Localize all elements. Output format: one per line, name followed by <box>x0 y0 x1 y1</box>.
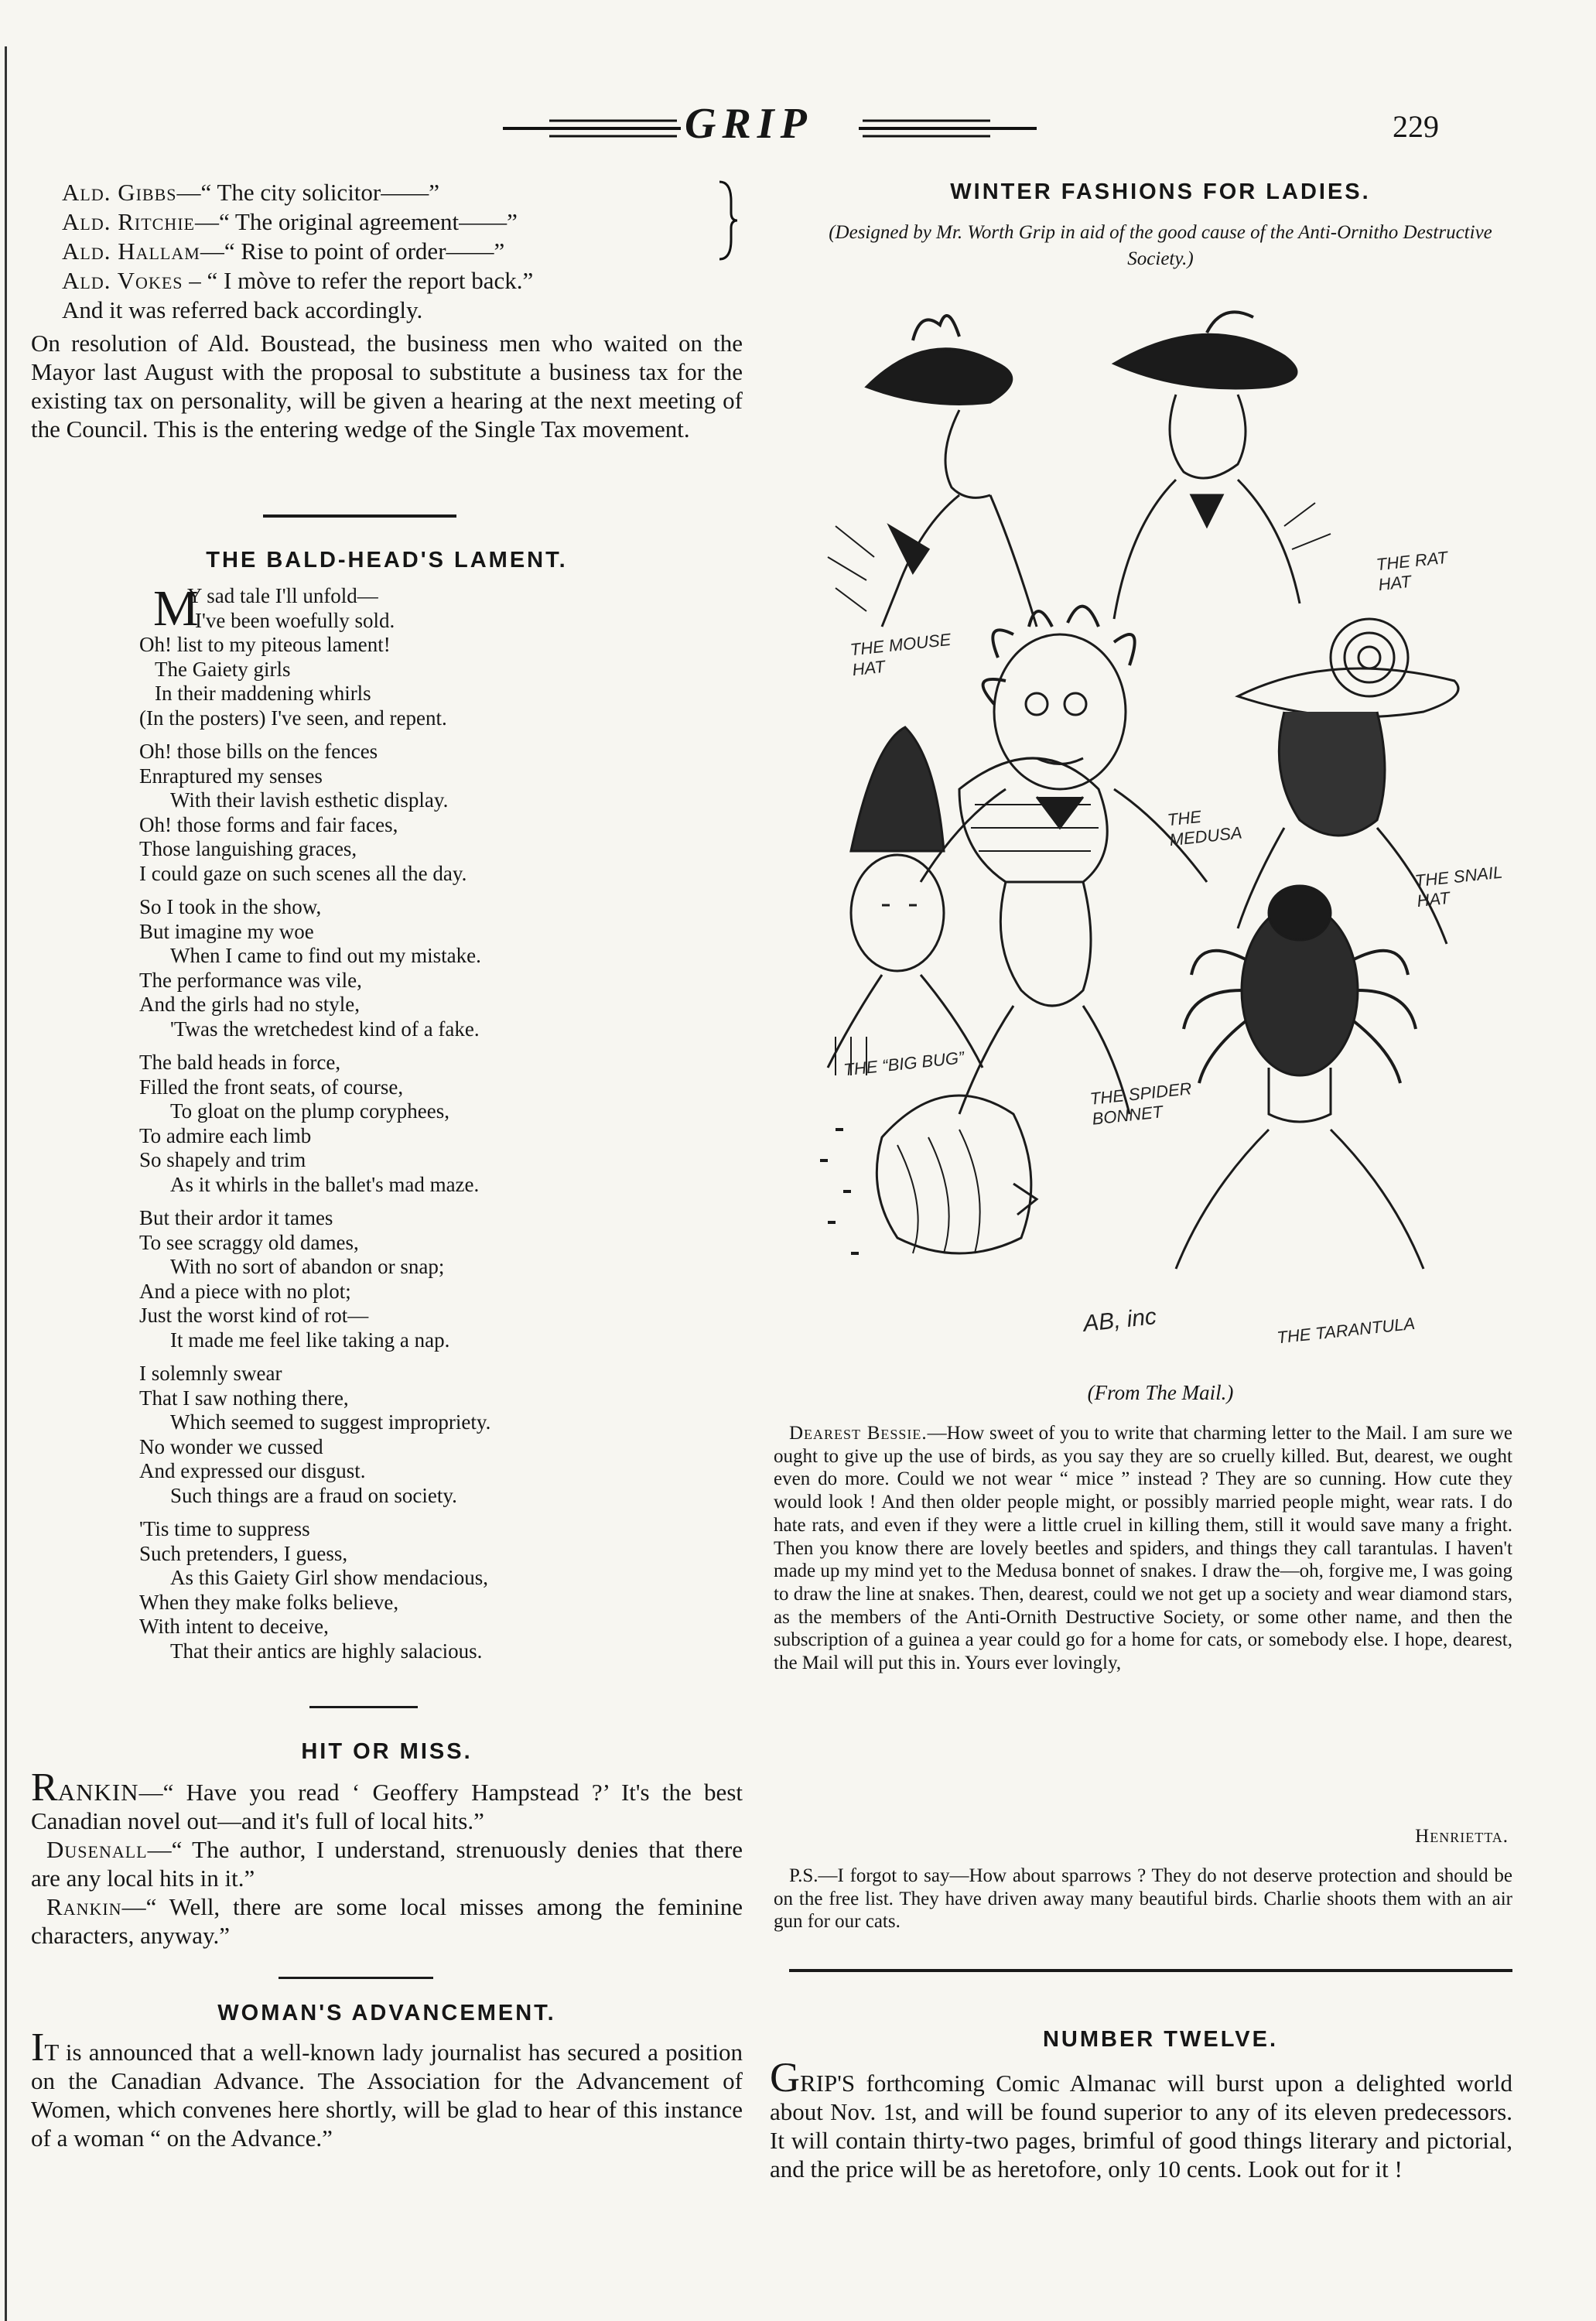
fashion-illustration <box>805 294 1516 1362</box>
hit-or-miss-p3: Rankin—“ Well, there are some local misses among the feminine characters, anyway.” <box>31 1893 743 1949</box>
masthead <box>503 99 1037 153</box>
womans-advancement-dropcap: I <box>31 2025 45 2070</box>
section-divider <box>263 514 456 518</box>
page-number: 229 <box>1393 109 1439 144</box>
hit-or-miss-p2: Dusenall—“ The author, I understand, strenuously denies that there are any local hits in it.” <box>31 1836 743 1892</box>
big-bug-figure <box>828 727 983 1075</box>
masthead-ornament-left <box>503 113 681 144</box>
medusa-figure <box>921 607 1207 882</box>
illustration-credit: (From The Mail.) <box>1087 1381 1234 1404</box>
letter-postscript: P.S.—I forgot to say—How about sparrows ? They do not deserve protection and should be on the free list. They have driven away many beautiful birds. Charlie shoots them with an air gun for our cats. <box>774 1865 1512 1933</box>
stanza: But their ardor it tames To see scraggy old dames, With no sort of abandon or snap; And a piece with no plot; Just the worst kind of rot— It made me feel like taking a nap. <box>139 1206 450 1352</box>
brace-mark <box>716 178 739 263</box>
section-divider <box>309 1706 418 1708</box>
section-divider <box>279 1977 433 1979</box>
hit-or-miss-body <box>31 1766 743 1950</box>
stanza: 'Tis time to suppress Such pretenders, I guess, As this Gaiety Girl show mendacious, When they make folks believe, With intent to deceive, That their antics are highly salacious. <box>139 1517 488 1663</box>
womans-advancement-title: WOMAN'S ADVANCEMENT. <box>217 2001 556 2025</box>
label-rat-hat: THE RAT HAT <box>1375 547 1449 595</box>
label-spider-bonnet: THE SPIDER BONNET <box>1088 1078 1193 1129</box>
page-edge-line <box>5 46 7 2321</box>
rat-hat-figure <box>1114 312 1331 619</box>
stanza: So I took in the show, But imagine my woe When I came to find out my mistake. The performance was vile, And the girls had no style, 'Twas the wretchedest kind of a fake. <box>139 895 481 1041</box>
lament-poem <box>139 580 712 1663</box>
tarantula-figure <box>1176 886 1423 1269</box>
label-medusa: THE MEDUSA <box>1166 806 1243 850</box>
council-paragraph: On resolution of Ald. Boustead, the business men who waited on the Mayor last August with the proposal to substitute a business tax for the existing tax on personality, will be given a hearing at the next meeting of the Council. This is the entering wedge of the Single Tax movement. <box>31 330 743 443</box>
hit-or-miss-p1: RANKIN—“ Have you read ‘ Geoffery Hampstead ?’ It's the best Canadian novel out—and it's full of local hits.” <box>31 1766 743 1834</box>
stanza: The bald heads in force, Filled the front seats, of course, To gloat on the plump coryphees, To admire each limb So shapely and trim As it whirls in the ballet's mad maze. <box>139 1051 480 1196</box>
mouse-hat-figure <box>828 316 1037 627</box>
council-line: Ald. Vokes – “ I mòve to refer the report back.” <box>62 267 534 294</box>
stanza: I solemnly swear That I saw nothing there, Which seemed to suggest impropriety. No wonder we cussed And expressed our disgust. Such things are a fraud on society. <box>139 1362 491 1507</box>
letter-body: Dearest Bessie.—How sweet of you to write that charming letter to the Mail. I am sure we ought to give up the use of birds, as you say they are so cruelly killed. But, dearest, we ought even do more. Could we not wear “ mice ” instead ? They are so cunning. How cute they would look ! And then older people might, or possibly married people might, wear rats. I do hate rats, and even if they were a little cruel in killing them, still it would save many a fright. Then you know there are lovely beetles and spiders, and things they call tarantulas. I haven't made up my mind yet to the Medusa bonnet of snakes. I draw the—oh, forgive me, I was going to draw the line at snakes. Then, dearest, could we not get up a society and wear diamond stars, as the members of the Anti-Ornith Destructive Society, or some other name, and then the subscription of a guinea a year could go for a home for cats, or somebody else. I hope, dearest, the Mail will put this in. Yours ever lovingly, <box>774 1423 1512 1674</box>
illustration-sketch <box>805 294 1516 1362</box>
fashions-title: WINTER FASHIONS FOR LADIES. <box>950 179 1371 204</box>
council-line: Ald. Gibbs—“ The city solicitor——” <box>62 179 440 206</box>
council-line: Ald. Hallam—“ Rise to point of order——” <box>62 238 505 265</box>
label-big-bug: THE “BIG BUG” <box>842 1048 965 1080</box>
section-divider <box>789 1969 1512 1972</box>
stanza: Oh! those bills on the fences Enraptured my senses With their lavish esthetic display. Oh! those forms and fair faces, Those languishing graces, I could gaze on such scenes all the day. <box>139 740 467 885</box>
letter-signoff: Henrietta. <box>1415 1826 1509 1847</box>
number-twelve-dropcap: G <box>770 2054 800 2101</box>
lament-dropcap: M <box>153 580 199 637</box>
fashions-subtitle: (Designed by Mr. Worth Grip in aid of the good cause of the Anti-Ornitho Destructive Society.) <box>829 222 1492 269</box>
womans-advancement-body: IT is announced that a well-known lady journalist has secured a position on the Canadian Advance. The Association for the Advancement of Women, which convenes here shortly, will be glad to hear of this instance of a woman “ on the Advance.” <box>31 2025 743 2152</box>
stanza: Y sad tale I'll unfold— I've been woefully sold. Oh! list to my piteous lament! The Gaiety girls In their maddening whirls (In the posters) I've seen, and repent. <box>139 584 447 730</box>
lament-title: THE BALD-HEAD'S LAMENT. <box>206 548 568 573</box>
council-closing: And it was referred back accordingly. <box>62 296 423 323</box>
label-tarantula: THE TARANTULA <box>1276 1313 1417 1348</box>
masthead-ornament-right <box>859 113 1037 144</box>
hit-or-miss-title: HIT OR MISS. <box>301 1739 473 1764</box>
label-snail-hat: THE SNAIL HAT <box>1413 862 1503 911</box>
masthead-title: GRIP <box>685 100 813 148</box>
council-dialogue <box>62 178 743 325</box>
council-line: Ald. Ritchie—“ The original agreement——” <box>62 208 518 235</box>
number-twelve-title: NUMBER TWELVE. <box>1042 2027 1279 2052</box>
number-twelve-body: GRIP'S forthcoming Comic Almanac will burst upon a delighted world about Nov. 1st, and will be found superior to any of its eleven predecessors. It will contain thirty-two pages, brimful of good things literary and pictorial, and the price will be as heretofore, only 10 cents. Look out for it ! <box>770 2054 1512 2183</box>
artist-signature: AB, inc <box>1082 1304 1158 1337</box>
label-mouse-hat: THE MOUSE HAT <box>849 629 952 680</box>
old-dame-figure <box>820 1096 1037 1253</box>
